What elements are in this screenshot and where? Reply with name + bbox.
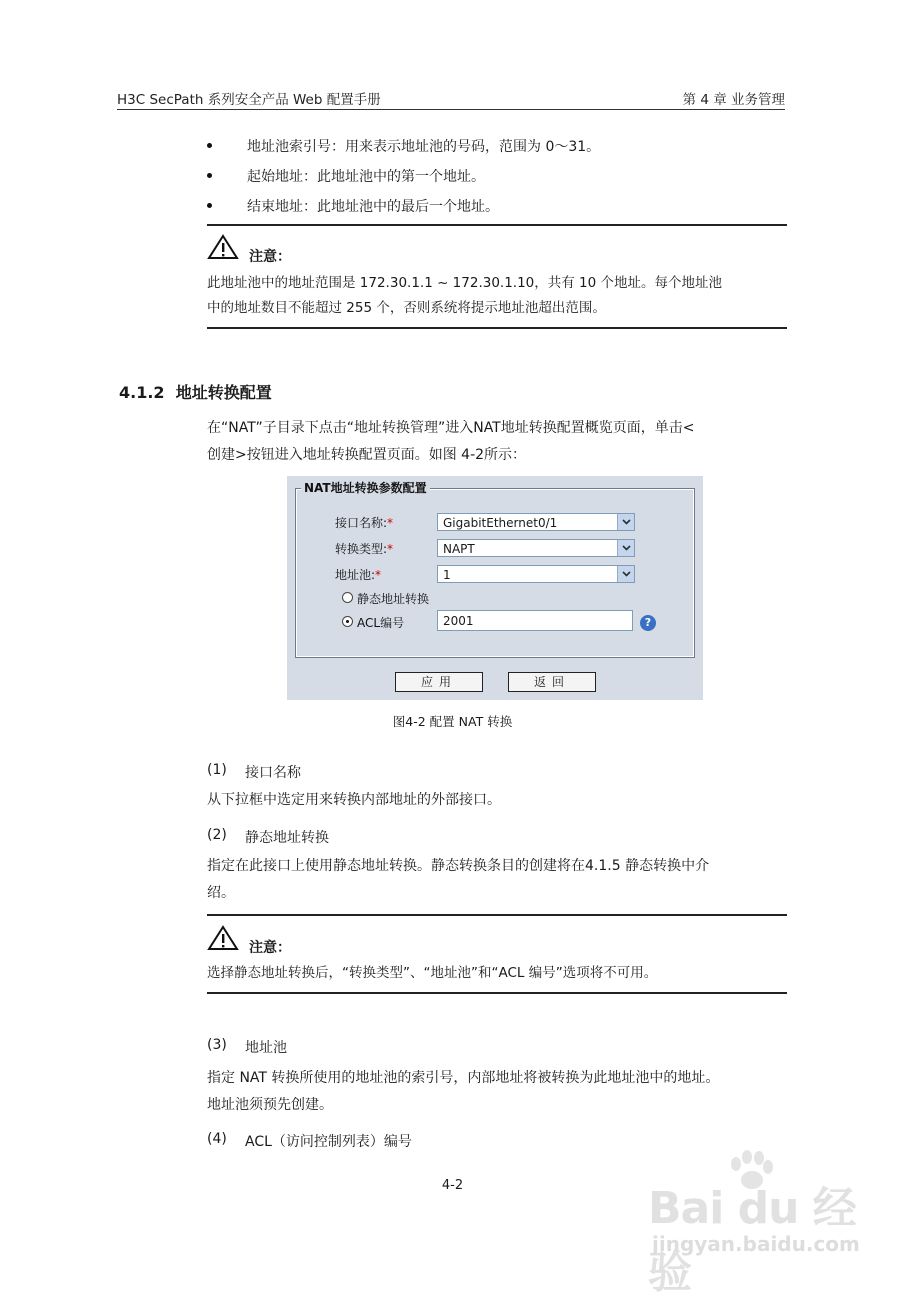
acl-radio[interactable] xyxy=(342,616,353,627)
watermark-brand: Bai du 经验 xyxy=(648,1183,856,1298)
note-text-line: 选择静态地址转换后，“转换类型”、“地址池”和“ACL 编号”选项将不可用。 xyxy=(207,965,658,981)
watermark-url: jingyan.baidu.com xyxy=(652,1232,860,1256)
note-bottom-rule xyxy=(207,992,787,994)
address-pool-select[interactable] xyxy=(437,565,635,583)
interface-name-select[interactable] xyxy=(437,513,635,531)
header-left: H3C SecPath 系列安全产品 Web 配置手册 xyxy=(117,92,381,108)
select-value: 1 xyxy=(443,568,451,582)
fieldset-legend: NAT地址转换参数配置 xyxy=(301,479,430,496)
item-description: 绍。 xyxy=(207,885,235,901)
list-item-text: 起始地址：此地址池中的第一个地址。 xyxy=(247,169,485,185)
chevron-down-icon[interactable] xyxy=(617,566,634,582)
section-heading xyxy=(119,380,272,403)
field-label-text: 接口名称: xyxy=(335,516,388,530)
bullet-icon xyxy=(207,143,212,148)
acl-number-input[interactable]: 2001 xyxy=(437,610,633,631)
header-rule xyxy=(117,109,785,110)
figure-caption: 图4-2 配置 NAT 转换 xyxy=(392,714,513,729)
acl-label: ACL编号 xyxy=(357,616,405,630)
baidu-watermark xyxy=(630,1150,870,1298)
enum-title: 地址池 xyxy=(245,1040,287,1056)
intro-line: 在“NAT”子目录下点击“地址转换管理”进入NAT地址转换配置概览页面，单击< xyxy=(207,420,695,436)
enum-number: (2) xyxy=(207,827,227,843)
enum-title: 静态地址转换 xyxy=(245,830,329,846)
item-description: 地址池须预先创建。 xyxy=(207,1097,333,1113)
note-text-line: 中的地址数目不能超过 255 个，否则系统将提示地址池超出范围。 xyxy=(207,300,606,316)
enum-number: (3) xyxy=(207,1037,227,1053)
intro-line: 创建>按钮进入地址转换配置页面。如图 4-2所示： xyxy=(207,447,527,463)
chevron-down-icon[interactable] xyxy=(617,514,634,530)
list-item-text: 结束地址：此地址池中的最后一个地址。 xyxy=(247,199,499,215)
note-title: 注意： xyxy=(249,940,291,956)
field-label-text: 地址池: xyxy=(335,568,376,582)
interface-name-label xyxy=(335,514,393,531)
section-title: 地址转换配置 xyxy=(175,383,272,402)
bullet-icon xyxy=(207,203,212,208)
list-item-text: 地址池索引号：用来表示地址池的号码，范围为 0～31。 xyxy=(247,139,601,155)
chevron-down-icon[interactable] xyxy=(617,540,634,556)
warning-icon xyxy=(207,925,239,951)
note-top-rule xyxy=(207,914,787,916)
back-button[interactable]: 返回 xyxy=(508,672,596,692)
warning-icon xyxy=(207,234,239,260)
header-right: 第 4 章 业务管理 xyxy=(682,92,785,108)
enum-title: ACL（访问控制列表）编号 xyxy=(245,1134,412,1150)
static-nat-radio[interactable] xyxy=(342,592,353,603)
select-value: NAPT xyxy=(443,542,475,556)
note-title: 注意： xyxy=(249,249,291,265)
required-mark: * xyxy=(387,516,394,530)
apply-button[interactable]: 应用 xyxy=(395,672,483,692)
bullet-icon xyxy=(207,173,212,178)
item-description: 指定在此接口上使用静态地址转换。静态转换条目的创建将在4.1.5 静态转换中介 xyxy=(207,858,710,874)
address-pool-label xyxy=(335,566,381,583)
note-top-rule xyxy=(207,224,787,226)
item-description: 指定 NAT 转换所使用的地址池的索引号，内部地址将被转换为此地址池中的地址。 xyxy=(207,1070,720,1086)
convert-type-select[interactable] xyxy=(437,539,635,557)
convert-type-label xyxy=(335,540,393,557)
help-icon[interactable]: ? xyxy=(640,615,656,631)
page-number: 4-2 xyxy=(441,1178,464,1193)
nat-config-screenshot xyxy=(287,476,703,700)
section-number: 4.1.2 xyxy=(119,383,165,402)
enum-number: (1) xyxy=(207,762,227,778)
required-mark: * xyxy=(375,568,382,582)
note-bottom-rule xyxy=(207,327,787,329)
required-mark: * xyxy=(387,542,394,556)
enum-title: 接口名称 xyxy=(245,765,301,781)
field-label-text: 转换类型: xyxy=(335,542,388,556)
select-value: GigabitEthernet0/1 xyxy=(443,516,558,530)
note-text-line: 此地址池中的地址范围是 172.30.1.1 ~ 172.30.1.10，共有 10 个地址。每个地址池 xyxy=(207,275,723,291)
item-description: 从下拉框中选定用来转换内部地址的外部接口。 xyxy=(207,792,501,808)
enum-number: (4) xyxy=(207,1131,227,1147)
static-nat-label: 静态地址转换 xyxy=(357,592,430,606)
